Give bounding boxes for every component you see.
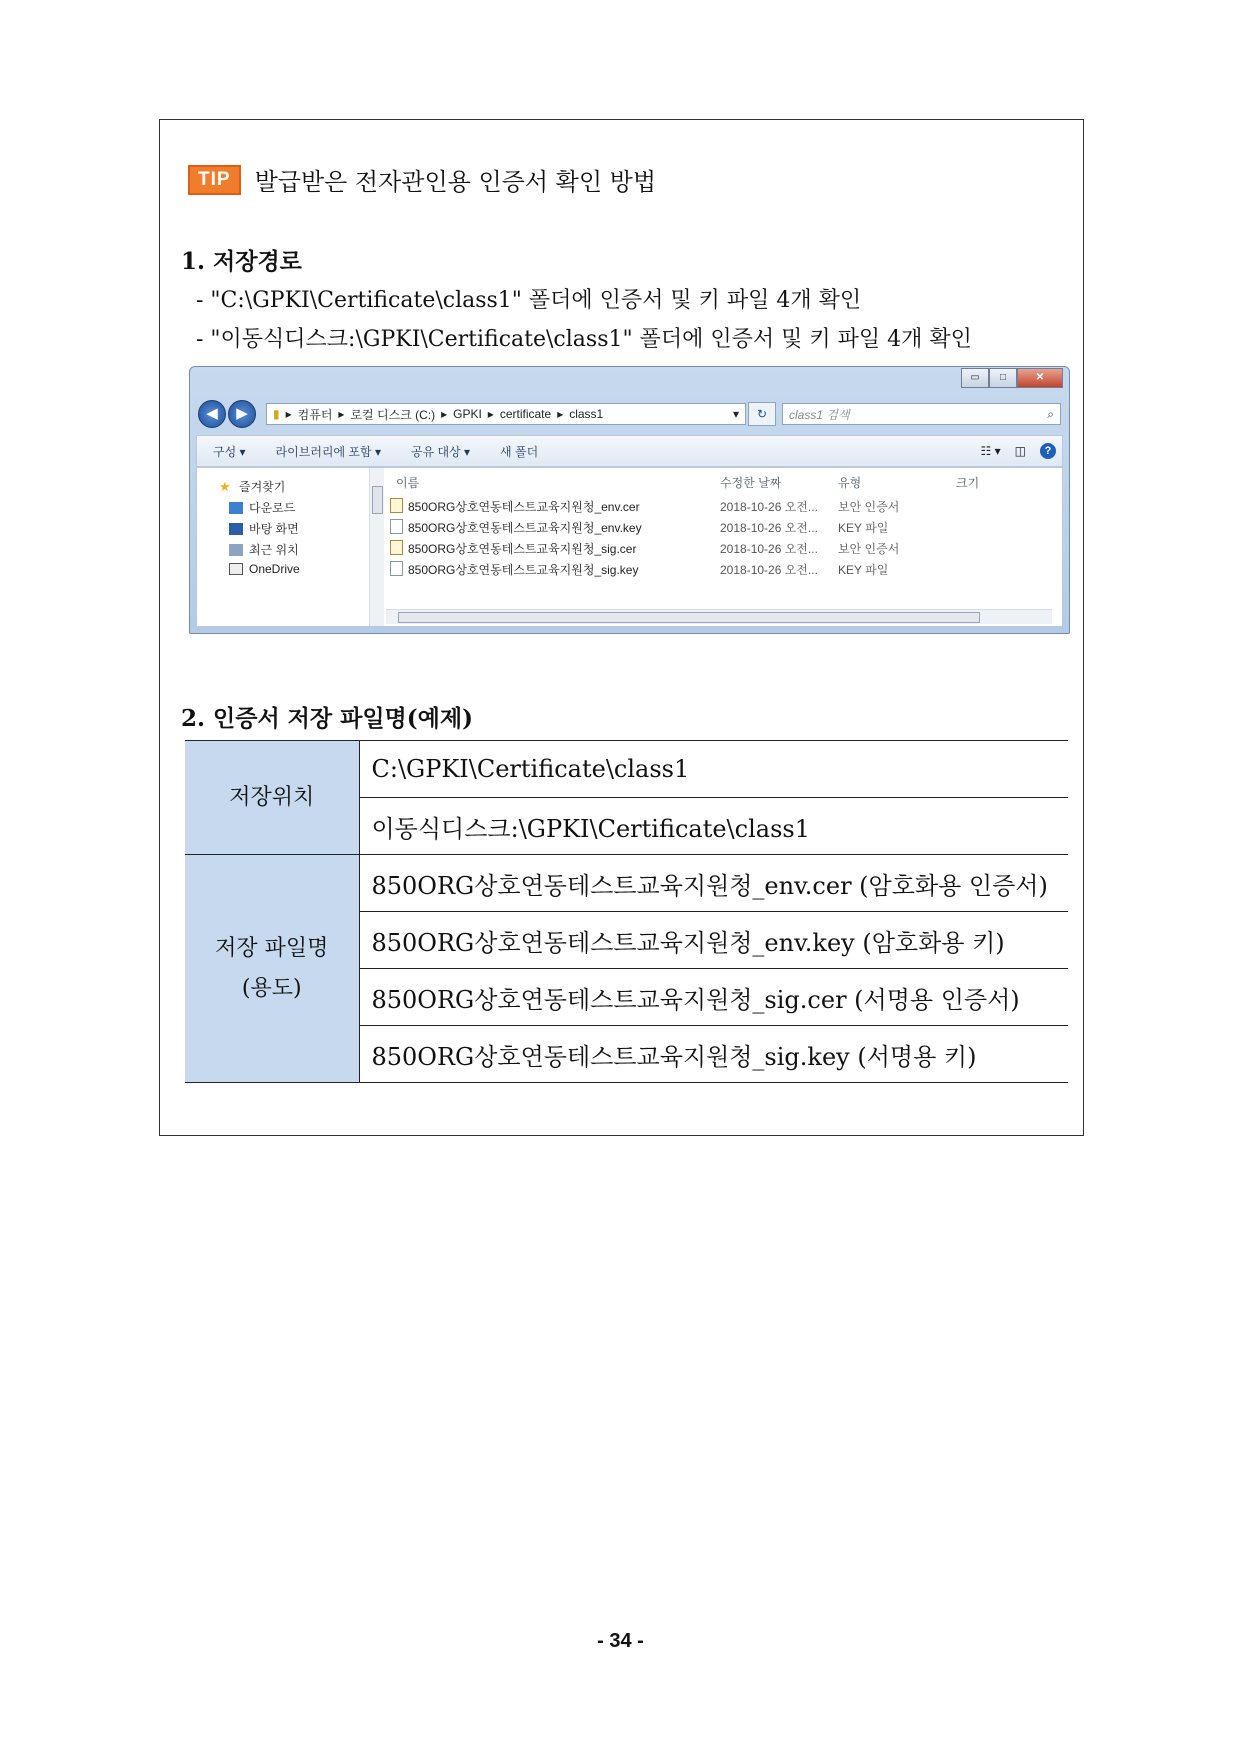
section2-heading: 2. 인증서 저장 파일명(예제)	[181, 705, 473, 732]
forward-icon[interactable]: ▶	[228, 400, 256, 428]
column-type[interactable]: 유형	[838, 476, 862, 490]
nav-item-downloads[interactable]: 다운로드	[229, 499, 295, 516]
file-row[interactable]: 850ORG상호연동테스트교육지원청_sig.key 2018-10-26 오전... KEY 파일	[390, 559, 1062, 579]
tip-badge: TIP	[188, 165, 241, 195]
filename-label: 저장 파일명 (용도)	[185, 855, 359, 1083]
breadcrumb-computer[interactable]: 컴퓨터	[297, 407, 333, 422]
minimize-icon[interactable]: ▭	[961, 368, 989, 388]
share-with-button[interactable]: 공유 대상 ▾	[410, 444, 471, 459]
command-toolbar	[196, 435, 1063, 467]
maximize-icon[interactable]: □	[989, 368, 1017, 388]
nav-item-favorites[interactable]: ★ 즐겨찾기	[219, 478, 286, 494]
file-row[interactable]: 850ORG상호연동테스트교육지원청_env.cer 2018-10-26 오전... 보안 인증서	[390, 496, 1062, 516]
organize-button[interactable]: 구성 ▾	[213, 444, 246, 459]
filename-table	[185, 740, 1068, 1083]
file-list	[384, 468, 1062, 626]
section1-line-1: - "C:\GPKI\Certificate\class1" 폴더에 인증서 및 키 파일 4개 확인	[196, 288, 862, 313]
filename-value: 850ORG상호연동테스트교육지원청_sig.cer (서명용 인증서)	[359, 969, 1068, 1026]
star-icon: ★	[219, 478, 231, 494]
breadcrumb-certificate[interactable]: certificate	[499, 407, 552, 421]
breadcrumb-gpki[interactable]: GPKI	[453, 407, 482, 421]
recent-places-icon	[229, 544, 243, 556]
explorer-content	[196, 467, 1063, 627]
column-date[interactable]: 수정한 날짜	[720, 476, 782, 490]
refresh-icon[interactable]: ↻	[748, 402, 776, 426]
include-in-library-button[interactable]: 라이브러리에 포함 ▾	[275, 444, 381, 459]
breadcrumb-local-disk[interactable]: 로컬 디스크 (C:)	[350, 407, 436, 422]
page-number: - 34 -	[597, 1630, 644, 1652]
search-placeholder: class1 검색	[789, 407, 850, 422]
close-icon[interactable]: ✕	[1017, 368, 1063, 388]
certificate-file-icon	[390, 540, 403, 555]
certificate-file-icon	[390, 498, 403, 513]
key-file-icon	[390, 561, 403, 576]
search-input[interactable]	[782, 403, 1061, 425]
location-label: 저장위치	[185, 741, 359, 855]
help-icon[interactable]: ?	[1040, 443, 1056, 459]
window-titlebar	[190, 367, 1069, 397]
desktop-icon	[229, 523, 243, 535]
column-name[interactable]: 이름	[396, 476, 420, 490]
address-bar[interactable]: ▮ ▸ 컴퓨터 ▸ 로컬 디스크 (C:) ▸ GPKI ▸ certificate ▸ class1 ▾	[266, 403, 746, 425]
explorer-window	[189, 366, 1070, 634]
key-file-icon	[390, 519, 403, 534]
column-size[interactable]: 크기	[956, 476, 980, 490]
horizontal-scrollbar[interactable]	[386, 609, 1052, 624]
folder-icon: ▮	[273, 407, 280, 421]
nav-item-onedrive[interactable]: OneDrive	[229, 562, 300, 576]
chevron-down-icon[interactable]: ▾	[732, 407, 739, 421]
nav-item-recent[interactable]: 최근 위치	[229, 541, 299, 558]
view-options-icon[interactable]: ☷ ▾	[980, 444, 1001, 458]
nav-item-desktop[interactable]: 바탕 화면	[229, 520, 299, 537]
section1-heading: 1. 저장경로	[181, 248, 302, 275]
nav-scrollbar[interactable]	[369, 468, 384, 626]
section1-line-2: - "이동식디스크:\GPKI\Certificate\class1" 폴더에 인증서 및 키 파일 4개 확인	[196, 327, 972, 352]
table-row	[185, 741, 1068, 798]
filename-value: 850ORG상호연동테스트교육지원청_env.cer (암호화용 인증서)	[359, 855, 1068, 912]
breadcrumb-class1[interactable]: class1	[569, 407, 604, 421]
search-icon[interactable]: ⌕	[1047, 406, 1054, 421]
preview-pane-icon[interactable]: ◫	[1014, 444, 1026, 458]
navigation-pane	[197, 468, 384, 626]
file-row[interactable]: 850ORG상호연동테스트교육지원청_env.key 2018-10-26 오전... KEY 파일	[390, 517, 1062, 537]
new-folder-button[interactable]: 새 폴더	[500, 444, 539, 459]
downloads-icon	[229, 502, 243, 514]
filename-value: 850ORG상호연동테스트교육지원청_sig.key (서명용 키)	[359, 1026, 1068, 1083]
file-row[interactable]: 850ORG상호연동테스트교육지원청_sig.cer 2018-10-26 오전... 보안 인증서	[390, 538, 1062, 558]
location-path: 이동식디스크:\GPKI\Certificate\class1	[359, 798, 1068, 855]
filename-value: 850ORG상호연동테스트교육지원청_env.key (암호화용 키)	[359, 912, 1068, 969]
tip-header	[188, 162, 656, 197]
onedrive-icon	[229, 563, 243, 575]
table-row	[185, 855, 1068, 912]
location-path: C:\GPKI\Certificate\class1	[359, 741, 1068, 798]
tip-title: 발급받은 전자관인용 인증서 확인 방법	[254, 168, 657, 196]
navigation-bar	[198, 399, 1061, 429]
back-icon[interactable]: ◀	[198, 400, 226, 428]
